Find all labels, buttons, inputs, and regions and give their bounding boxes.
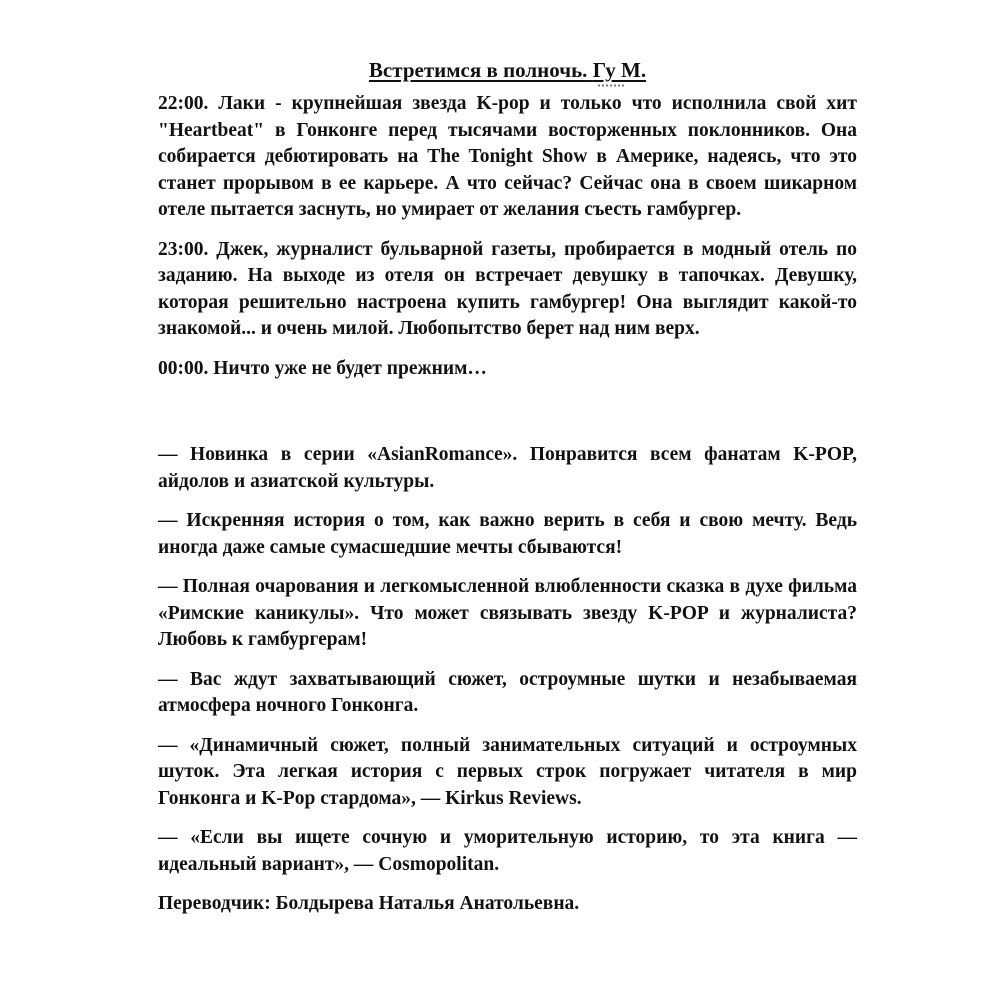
highlight-paragraph: — Новинка в серии «AsianRomance». Понравится всем фанатам K-POP, айдолов и азиатской культуры. — [158, 444, 857, 492]
title-author: Гу М. — [592, 58, 647, 82]
synopsis-paragraph: 22:00. Лаки - крупнейшая звезда K-pop и только что исполнила свой хит "Heartbeat" в Гонконге перед тысячами восторженных поклонников. Она собирается дебютировать на The Tonight Show в Америке, надеясь, что это станет прорывом в ее карьере. А что сейчас? Сейчас она в своем шикарном отеле пытается заснуть, но умирает от желания съесть гамбургер. — [158, 93, 857, 220]
section-spacer — [158, 395, 857, 442]
highlight-paragraph: — «Динамичный сюжет, полный занимательных ситуаций и остроумных шуток. Эта легкая история с первых строк погружает читателя в мир Гонконга и K-Pop стардома», — Kirkus Reviews. — [158, 734, 857, 809]
translator-credit: Переводчик: Болдырева Наталья Анатольевна. — [158, 893, 580, 914]
synopsis-paragraph: 23:00. Джек, журналист бульварной газеты, пробирается в модный отель по заданию. На выходе из отеля он встречает девушку в тапочках. Девушку, которая решительно настроена купить гамбургер! Она выглядит какой-то знакомой... и очень милой. Любопытство берет над ним верх. — [158, 238, 857, 339]
document-page — [158, 56, 857, 931]
synopsis-paragraph: 00:00. Ничто уже не будет прежним… — [158, 357, 487, 379]
highlight-paragraph: — Вас ждут захватывающий сюжет, остроумные шутки и незабываемая атмосфера ночного Гонконга. — [158, 668, 857, 716]
highlight-paragraph: — «Если вы ищете сочную и уморительную историю, то эта книга — идеальный вариант», — Cosmopolitan. — [158, 827, 857, 875]
highlight-paragraph: — Полная очарования и легкомысленной влюбленности сказка в духе фильма «Римские каникулы». Что может связывать звезду K-POP и журналиста? Любовь к гамбургерам! — [158, 576, 857, 650]
document-title — [158, 56, 857, 84]
title-text: Встретимся в полночь. — [368, 58, 588, 82]
highlight-paragraph: — Искренняя история о том, как важно верить в себя и свою мечту. Ведь иногда даже самые сумасшедшие мечты сбываются! — [158, 510, 857, 558]
